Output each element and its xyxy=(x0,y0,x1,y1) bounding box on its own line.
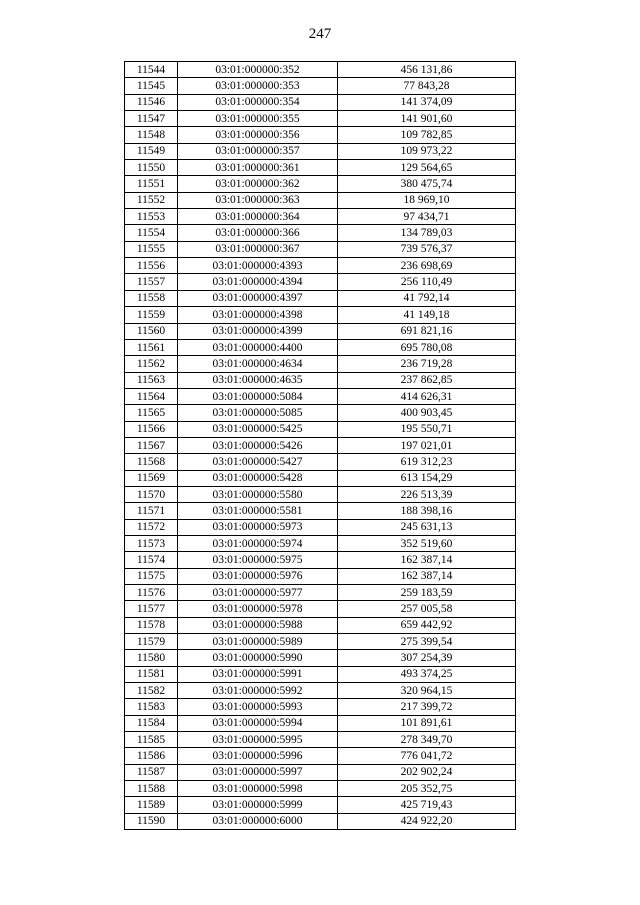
row-number-cell: 11559 xyxy=(125,307,178,323)
value-cell: 739 576,37 xyxy=(338,241,516,257)
table-row xyxy=(125,535,516,551)
cadastral-number-cell: 03:01:000000:4399 xyxy=(178,323,338,339)
table-row xyxy=(125,241,516,257)
cadastral-number-cell: 03:01:000000:5976 xyxy=(178,568,338,584)
value-cell: 275 399,54 xyxy=(338,634,516,650)
cadastral-number-cell: 03:01:000000:366 xyxy=(178,225,338,241)
table-row xyxy=(125,699,516,715)
row-number-cell: 11557 xyxy=(125,274,178,290)
table-row xyxy=(125,307,516,323)
row-number-cell: 11554 xyxy=(125,225,178,241)
cadastral-number-cell: 03:01:000000:5993 xyxy=(178,699,338,715)
table-row xyxy=(125,781,516,797)
cadastral-number-cell: 03:01:000000:5992 xyxy=(178,683,338,699)
cadastral-table xyxy=(124,61,516,830)
table-row xyxy=(125,585,516,601)
value-cell: 245 631,13 xyxy=(338,519,516,535)
table-row xyxy=(125,797,516,813)
table-row xyxy=(125,209,516,225)
table-row xyxy=(125,764,516,780)
page-number: 247 xyxy=(308,26,332,42)
row-number-cell: 11555 xyxy=(125,241,178,257)
row-number-cell: 11572 xyxy=(125,519,178,535)
value-cell: 619 312,23 xyxy=(338,454,516,470)
cadastral-number-cell: 03:01:000000:4398 xyxy=(178,307,338,323)
cadastral-number-cell: 03:01:000000:4397 xyxy=(178,290,338,306)
cadastral-number-cell: 03:01:000000:5975 xyxy=(178,552,338,568)
row-number-cell: 11577 xyxy=(125,601,178,617)
value-cell: 237 862,85 xyxy=(338,372,516,388)
value-cell: 109 782,85 xyxy=(338,127,516,143)
value-cell: 41 149,18 xyxy=(338,307,516,323)
cadastral-number-cell: 03:01:000000:5426 xyxy=(178,437,338,453)
value-cell: 197 021,01 xyxy=(338,437,516,453)
row-number-cell: 11558 xyxy=(125,290,178,306)
table-row xyxy=(125,356,516,372)
table-row xyxy=(125,405,516,421)
row-number-cell: 11569 xyxy=(125,470,178,486)
cadastral-number-cell: 03:01:000000:5580 xyxy=(178,486,338,502)
cadastral-number-cell: 03:01:000000:5978 xyxy=(178,601,338,617)
cadastral-number-cell: 03:01:000000:5996 xyxy=(178,748,338,764)
row-number-cell: 11573 xyxy=(125,535,178,551)
row-number-cell: 11583 xyxy=(125,699,178,715)
table-row xyxy=(125,274,516,290)
value-cell: 202 902,24 xyxy=(338,764,516,780)
row-number-cell: 11576 xyxy=(125,585,178,601)
cadastral-number-cell: 03:01:000000:356 xyxy=(178,127,338,143)
table-row xyxy=(125,568,516,584)
row-number-cell: 11561 xyxy=(125,339,178,355)
row-number-cell: 11563 xyxy=(125,372,178,388)
cadastral-number-cell: 03:01:000000:5999 xyxy=(178,797,338,813)
table-row xyxy=(125,111,516,127)
cadastral-number-cell: 03:01:000000:353 xyxy=(178,78,338,94)
cadastral-number-cell: 03:01:000000:5428 xyxy=(178,470,338,486)
table-body xyxy=(125,62,516,830)
value-cell: 195 550,71 xyxy=(338,421,516,437)
value-cell: 414 626,31 xyxy=(338,388,516,404)
row-number-cell: 11546 xyxy=(125,94,178,110)
table-row xyxy=(125,143,516,159)
row-number-cell: 11567 xyxy=(125,437,178,453)
table-row xyxy=(125,454,516,470)
value-cell: 188 398,16 xyxy=(338,503,516,519)
cadastral-number-cell: 03:01:000000:5990 xyxy=(178,650,338,666)
value-cell: 352 519,60 xyxy=(338,535,516,551)
value-cell: 425 719,43 xyxy=(338,797,516,813)
value-cell: 493 374,25 xyxy=(338,666,516,682)
table-row xyxy=(125,617,516,633)
row-number-cell: 11566 xyxy=(125,421,178,437)
value-cell: 695 780,08 xyxy=(338,339,516,355)
row-number-cell: 11585 xyxy=(125,732,178,748)
cadastral-number-cell: 03:01:000000:4634 xyxy=(178,356,338,372)
cadastral-number-cell: 03:01:000000:4635 xyxy=(178,372,338,388)
row-number-cell: 11553 xyxy=(125,209,178,225)
value-cell: 205 352,75 xyxy=(338,781,516,797)
table-row xyxy=(125,683,516,699)
row-number-cell: 11579 xyxy=(125,634,178,650)
table-row xyxy=(125,470,516,486)
value-cell: 659 442,92 xyxy=(338,617,516,633)
row-number-cell: 11556 xyxy=(125,258,178,274)
cadastral-number-cell: 03:01:000000:352 xyxy=(178,62,338,78)
row-number-cell: 11548 xyxy=(125,127,178,143)
value-cell: 101 891,61 xyxy=(338,715,516,731)
row-number-cell: 11586 xyxy=(125,748,178,764)
cadastral-number-cell: 03:01:000000:4393 xyxy=(178,258,338,274)
row-number-cell: 11547 xyxy=(125,111,178,127)
cadastral-number-cell: 03:01:000000:357 xyxy=(178,143,338,159)
row-number-cell: 11544 xyxy=(125,62,178,78)
cadastral-number-cell: 03:01:000000:363 xyxy=(178,192,338,208)
value-cell: 691 821,16 xyxy=(338,323,516,339)
value-cell: 18 969,10 xyxy=(338,192,516,208)
table-row xyxy=(125,748,516,764)
row-number-cell: 11565 xyxy=(125,405,178,421)
cadastral-number-cell: 03:01:000000:6000 xyxy=(178,813,338,829)
value-cell: 257 005,58 xyxy=(338,601,516,617)
row-number-cell: 11581 xyxy=(125,666,178,682)
row-number-cell: 11574 xyxy=(125,552,178,568)
cadastral-number-cell: 03:01:000000:355 xyxy=(178,111,338,127)
table-row xyxy=(125,421,516,437)
cadastral-number-cell: 03:01:000000:354 xyxy=(178,94,338,110)
row-number-cell: 11545 xyxy=(125,78,178,94)
cadastral-number-cell: 03:01:000000:4400 xyxy=(178,339,338,355)
table-row xyxy=(125,225,516,241)
table-row xyxy=(125,78,516,94)
value-cell: 77 843,28 xyxy=(338,78,516,94)
value-cell: 236 698,69 xyxy=(338,258,516,274)
value-cell: 278 349,70 xyxy=(338,732,516,748)
table-row xyxy=(125,94,516,110)
row-number-cell: 11590 xyxy=(125,813,178,829)
cadastral-number-cell: 03:01:000000:5994 xyxy=(178,715,338,731)
row-number-cell: 11587 xyxy=(125,764,178,780)
value-cell: 129 564,65 xyxy=(338,160,516,176)
row-number-cell: 11578 xyxy=(125,617,178,633)
cadastral-number-cell: 03:01:000000:5998 xyxy=(178,781,338,797)
cadastral-number-cell: 03:01:000000:361 xyxy=(178,160,338,176)
value-cell: 97 434,71 xyxy=(338,209,516,225)
cadastral-number-cell: 03:01:000000:5977 xyxy=(178,585,338,601)
value-cell: 134 789,03 xyxy=(338,225,516,241)
value-cell: 141 901,60 xyxy=(338,111,516,127)
table-row xyxy=(125,552,516,568)
value-cell: 109 973,22 xyxy=(338,143,516,159)
table-row xyxy=(125,176,516,192)
table-row xyxy=(125,486,516,502)
row-number-cell: 11575 xyxy=(125,568,178,584)
row-number-cell: 11549 xyxy=(125,143,178,159)
table-row xyxy=(125,62,516,78)
cadastral-number-cell: 03:01:000000:5425 xyxy=(178,421,338,437)
cadastral-number-cell: 03:01:000000:5973 xyxy=(178,519,338,535)
cadastral-number-cell: 03:01:000000:5581 xyxy=(178,503,338,519)
table-row xyxy=(125,339,516,355)
value-cell: 162 387,14 xyxy=(338,552,516,568)
row-number-cell: 11571 xyxy=(125,503,178,519)
row-number-cell: 11580 xyxy=(125,650,178,666)
value-cell: 424 922,20 xyxy=(338,813,516,829)
row-number-cell: 11584 xyxy=(125,715,178,731)
row-number-cell: 11564 xyxy=(125,388,178,404)
value-cell: 400 903,45 xyxy=(338,405,516,421)
value-cell: 141 374,09 xyxy=(338,94,516,110)
value-cell: 41 792,14 xyxy=(338,290,516,306)
table-row xyxy=(125,127,516,143)
table-row xyxy=(125,388,516,404)
value-cell: 162 387,14 xyxy=(338,568,516,584)
value-cell: 380 475,74 xyxy=(338,176,516,192)
value-cell: 217 399,72 xyxy=(338,699,516,715)
table-row xyxy=(125,601,516,617)
cadastral-number-cell: 03:01:000000:5997 xyxy=(178,764,338,780)
table-row xyxy=(125,503,516,519)
cadastral-number-cell: 03:01:000000:5988 xyxy=(178,617,338,633)
row-number-cell: 11589 xyxy=(125,797,178,813)
row-number-cell: 11568 xyxy=(125,454,178,470)
value-cell: 456 131,86 xyxy=(338,62,516,78)
table-row xyxy=(125,372,516,388)
table-row xyxy=(125,290,516,306)
row-number-cell: 11551 xyxy=(125,176,178,192)
value-cell: 613 154,29 xyxy=(338,470,516,486)
cadastral-number-cell: 03:01:000000:5427 xyxy=(178,454,338,470)
table-row xyxy=(125,813,516,829)
row-number-cell: 11550 xyxy=(125,160,178,176)
cadastral-number-cell: 03:01:000000:5974 xyxy=(178,535,338,551)
table-row xyxy=(125,192,516,208)
table-row xyxy=(125,323,516,339)
cadastral-number-cell: 03:01:000000:5085 xyxy=(178,405,338,421)
row-number-cell: 11570 xyxy=(125,486,178,502)
table-row xyxy=(125,437,516,453)
value-cell: 776 041,72 xyxy=(338,748,516,764)
value-cell: 256 110,49 xyxy=(338,274,516,290)
cadastral-number-cell: 03:01:000000:5995 xyxy=(178,732,338,748)
table-row xyxy=(125,732,516,748)
cadastral-number-cell: 03:01:000000:367 xyxy=(178,241,338,257)
table-row xyxy=(125,650,516,666)
cadastral-number-cell: 03:01:000000:5991 xyxy=(178,666,338,682)
cadastral-number-cell: 03:01:000000:362 xyxy=(178,176,338,192)
row-number-cell: 11552 xyxy=(125,192,178,208)
table-row xyxy=(125,634,516,650)
cadastral-number-cell: 03:01:000000:5989 xyxy=(178,634,338,650)
table-row xyxy=(125,519,516,535)
value-cell: 320 964,15 xyxy=(338,683,516,699)
cadastral-number-cell: 03:01:000000:5084 xyxy=(178,388,338,404)
value-cell: 307 254,39 xyxy=(338,650,516,666)
table-row xyxy=(125,160,516,176)
table-row xyxy=(125,258,516,274)
row-number-cell: 11588 xyxy=(125,781,178,797)
value-cell: 226 513,39 xyxy=(338,486,516,502)
table-row xyxy=(125,715,516,731)
value-cell: 236 719,28 xyxy=(338,356,516,372)
row-number-cell: 11562 xyxy=(125,356,178,372)
row-number-cell: 11582 xyxy=(125,683,178,699)
cadastral-number-cell: 03:01:000000:4394 xyxy=(178,274,338,290)
value-cell: 259 183,59 xyxy=(338,585,516,601)
cadastral-number-cell: 03:01:000000:364 xyxy=(178,209,338,225)
row-number-cell: 11560 xyxy=(125,323,178,339)
table-row xyxy=(125,666,516,682)
